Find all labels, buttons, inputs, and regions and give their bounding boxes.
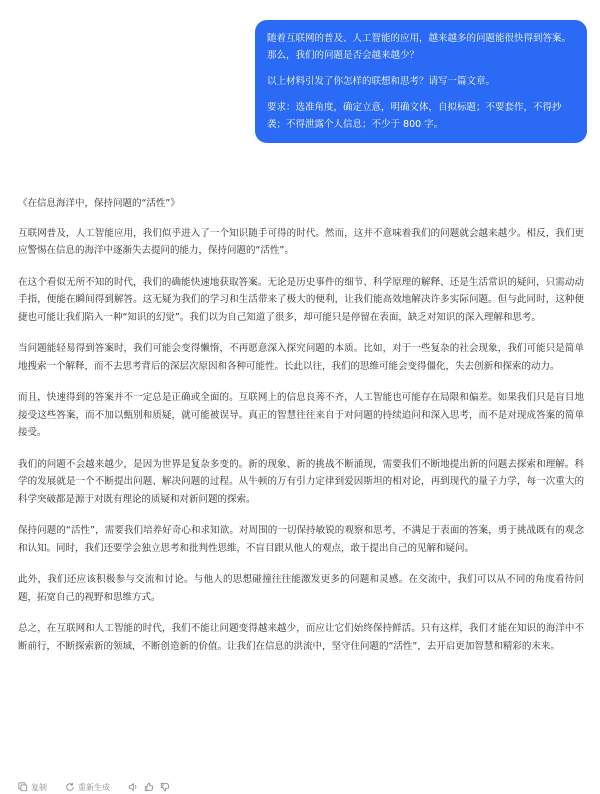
thumbs-down-button[interactable] <box>160 782 170 792</box>
copy-button[interactable] <box>18 782 47 793</box>
assistant-answer <box>18 195 584 669</box>
thumbs-up-button[interactable] <box>144 782 154 792</box>
thumbs-up-icon <box>144 782 154 792</box>
speak-button[interactable] <box>128 782 138 792</box>
regenerate-button[interactable] <box>65 782 110 793</box>
answer-paragraph: 而且，快速得到的答案并不一定总是正确或全面的。互联网上的信息良莠不齐，人工智能也可能存在局限和偏差。如果我们只是盲目地接受这些答案，而不加以甄别和质疑，就可能被误导。真正的智慧往往来自于对问题的持续追问和深入思考，而不是对现成答案的简单接受。 <box>18 392 584 438</box>
answer-paragraph: 在这个看似无所不知的时代，我们的确能快速地获取答案。无论是历史事件的细节、科学原理的解释、还是生活常识的疑问，只需动动手指，便能在瞬间得到解答。这无疑为我们的学习和生活带来了极大的便利，让我们能高效地解决许多实际问题。但与此同时，这种便捷也可能让我们陷入一种“知识的幻觉”。我们以为自己知道了很多，却可能只是停留在表面，缺乏对知识的深入理解和思考。 <box>18 276 584 323</box>
answer-paragraph: 互联网普及，人工智能应用，我们似乎进入了一个知识随手可得的时代。然而，这并不意味着我们的问题就会越来越少。相反，我们更应警惕在信息的海洋中逐渐失去提问的能力，保持问题的“活性”。 <box>18 227 584 256</box>
answer-paragraph: 我们的问题不会越来越少，是因为世界是复杂多变的。新的现象、新的挑战不断涌现，需要我们不断地提出新的问题去探索和理解。科学的发展就是一个不断提出问题、解决问题的过程。从牛顿的万有引力定律到爱因斯坦的相对论，再到现代的量子力学，每一次重大的科学突破都是源于对既有理论的质疑和对新问题的探索。 <box>18 458 584 505</box>
regenerate-icon <box>65 782 75 792</box>
answer-paragraph: 当问题能轻易得到答案时，我们可能会变得懒惰，不再愿意深入探究问题的本质。比如，对于一些复杂的社会现象，我们可能只是简单地搜索一个解释，而不去思考背后的深层次原因和各种可能性。长此以往，我们的思维可能会变得僵化，失去创新和探索的动力。 <box>18 343 584 372</box>
answer-paragraph: 此外，我们还应该积极参与交流和讨论。与他人的思想碰撞往往能激发更多的问题和灵感。在交流中，我们可以从不同的角度看待问题，拓宽自己的视野和思维方式。 <box>18 574 584 603</box>
user-message-paragraph: 要求：选准角度，确定立意，明确文体，自拟标题；不要套作，不得抄袭；不得泄露个人信息；不少于 800 字。 <box>267 102 562 130</box>
thumbs-down-icon <box>160 782 170 792</box>
answer-action-bar <box>18 780 170 794</box>
regenerate-label: 重新生成 <box>78 782 110 792</box>
answer-title: 《在信息海洋中，保持问题的“活性”》 <box>18 198 180 209</box>
user-message-bubble <box>255 20 587 143</box>
copy-icon <box>18 782 28 792</box>
user-message-paragraph: 以上材料引发了你怎样的联想和思考？请写一篇文章。 <box>267 76 496 87</box>
copy-label: 复制 <box>31 782 47 792</box>
user-message-paragraph: 随着互联网的普及、人工智能的应用，越来越多的问题能很快得到答案。那么，我们的问题是否会越来越少？ <box>267 33 572 61</box>
speaker-icon <box>128 782 138 792</box>
answer-paragraph: 保持问题的“活性”，需要我们培养好奇心和求知欲。对周围的一切保持敏锐的观察和思考，不满足于表面的答案，勇于挑战既有的观念和认知。同时，我们还要学会独立思考和批判性思维，不盲目跟从他人的观点，敢于提出自己的见解和疑问。 <box>18 525 584 554</box>
answer-paragraph: 总之，在互联网和人工智能的时代，我们不能让问题变得越来越少，而应让它们始终保持鲜活。只有这样，我们才能在知识的海洋中不断前行，不断探索新的领域，不断创造新的价值。让我们在信息的洪流中，坚守住问题的“活性”，去开启更加智慧和精彩的未来。 <box>18 623 584 652</box>
